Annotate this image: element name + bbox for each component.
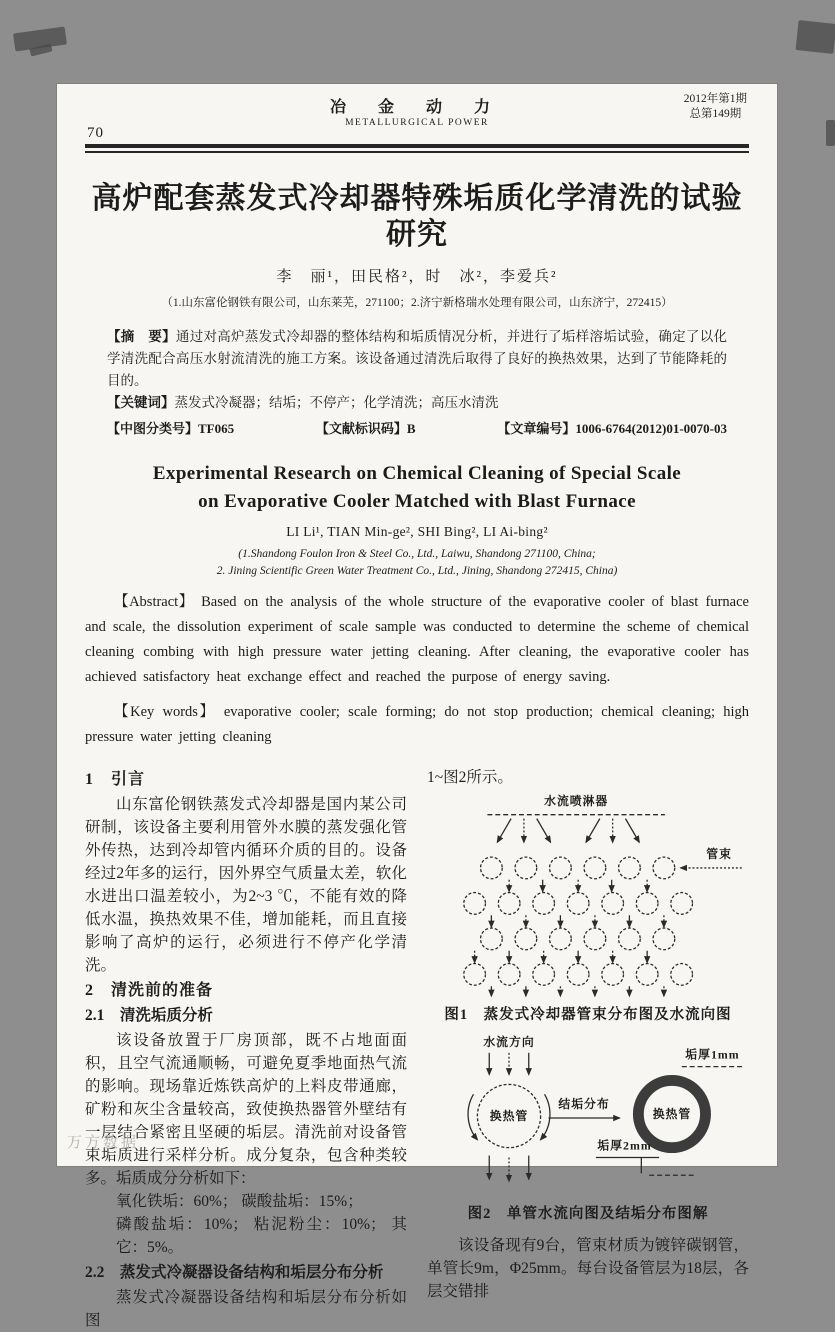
fig2-flow-direction-label: 水流方向 bbox=[483, 1035, 535, 1049]
keywords-cn bbox=[107, 392, 727, 414]
clc-number: 【中图分类号】TF065 bbox=[107, 421, 235, 436]
article-title-cn: 高炉配套蒸发式冷却器特殊垢质化学清洗的试验研究 bbox=[91, 182, 743, 251]
fig2-scale-distribution-label: 结垢分布 bbox=[558, 1097, 610, 1112]
right-column bbox=[427, 766, 749, 1332]
figure1-diagram bbox=[427, 793, 749, 1002]
issue-info bbox=[684, 92, 747, 122]
journal-title bbox=[85, 94, 749, 128]
two-column-body bbox=[85, 766, 749, 1332]
scale-composition-line1: 氧化铁垢：60%； 碳酸盐垢：15%； bbox=[116, 1193, 363, 1210]
figure2-diagram bbox=[427, 1035, 749, 1201]
wanfang-watermark: 万方数据 bbox=[67, 1135, 140, 1151]
journal-title-cn: 冶 金 动 力 bbox=[329, 99, 504, 116]
title-en-line1: Experimental Research on Chemical Cleaning of Special Scale bbox=[152, 463, 682, 484]
journal-title-en: METALLURGICAL POWER bbox=[345, 118, 489, 128]
scale-composition-line2: 磷酸盐垢：10%； 粘泥粉尘：10%； 其它：5%。 bbox=[116, 1216, 407, 1256]
fig1-tube-bundle-label: 管束 bbox=[706, 847, 732, 862]
figure2-caption: 图2 单管水流向图及结垢分布图解 bbox=[467, 1206, 709, 1222]
article-title-en bbox=[85, 460, 749, 516]
section21-paragraph: 该设备放置于厂房顶部，既不占地面面积，且空气流通顺畅，可避免夏季地面热气流的影响。现场靠近炼铁高炉的上料皮带通廊，矿粉和灰尘含量较高，致使换热器管外壁结有一层结合紧密且坚硬的垢层。清洗前对设备管束垢质进行采样分析。成分复杂，包含种类较多。垢质成分分析如下： bbox=[85, 1032, 407, 1187]
section22-continuation: 1~图2所示。 bbox=[427, 769, 513, 786]
abstract-cn bbox=[107, 326, 727, 392]
section22-heading: 2.2 蒸发式冷凝器设备结构和垢层分布分析 bbox=[85, 1264, 384, 1281]
section1-paragraph: 山东富伦钢铁蒸发式冷却器是国内某公司研制，该设备主要利用管外水膜的蒸发强化管外传热，达到冷却管内循环介质的目的。设备经过2年多的运行，因外界空气质量太差，软化水进出口温差较小，为2~3 ℃，不能有效的降低水温，换热效果不佳，增加能耗，而且直接影响了高炉的运行，必须进行不停产化学清洗。 bbox=[85, 796, 407, 974]
english-block bbox=[85, 460, 749, 750]
scanned-page bbox=[57, 84, 777, 1329]
header-rule bbox=[85, 144, 749, 153]
figure2-svg bbox=[430, 1035, 746, 1201]
scan-smudge-right-edge bbox=[826, 120, 835, 146]
article-id: 【文章编号】1006-6764(2012)01-0070-03 bbox=[497, 421, 727, 436]
after-figure2-paragraph: 该设备现有9台，管束材质为镀锌碳钢管，单管长9m，Φ25mm。每台设备管层为18层，各层交错排 bbox=[427, 1237, 749, 1300]
abstract-text: 通过对高炉蒸发式冷却器的整体结构和垢质情况分析，并进行了垢样溶垢试验，确定了以化学清洗配合高压水射流清洗的施工方案。该设备通过清洗后取得了良好的换热效果，达到了节能降耗的目的。 bbox=[107, 329, 728, 388]
affiliation-en-line2: 2. Jining Scientific Green Water Treatment Co., Ltd., Jining, Shandong 272415, China) bbox=[216, 565, 618, 577]
fig2-right-tube-label: 换热管 bbox=[652, 1107, 692, 1121]
page-header bbox=[85, 84, 749, 140]
article-meta bbox=[107, 418, 727, 440]
affiliation-en-line1: (1.Shandong Foulon Iron & Steel Co., Ltd., Laiwu, Shandong 271100, China; bbox=[238, 548, 596, 560]
fig2-left-tube-label: 换热管 bbox=[489, 1108, 529, 1123]
section21-heading: 2.1 清洗垢质分析 bbox=[85, 1007, 213, 1024]
title-en-line2: on Evaporative Cooler Matched with Blast Furnace bbox=[198, 491, 636, 512]
authors-en: LI Li¹, TIAN Min-ge², SHI Bing², LI Ai-bing² bbox=[286, 524, 548, 539]
keywords-label: 【关键词】 bbox=[107, 395, 175, 410]
abstract-en: 【Abstract】 Based on the analysis of the whole structure of the evaporative cooler of blast furnace and scale, the dissolution experiment of scale sample was conducted to determine the scheme of chemical cleaning combing with high pressure water jetting cleaning. After cleaning, the evaporative cooler has achieved satisfactory heat exchange effect and reached the purpose of energy saving. bbox=[85, 594, 749, 685]
issue-line1: 2012年第1期 bbox=[683, 93, 747, 105]
page-number: 70 bbox=[87, 125, 104, 141]
authors-cn: 李 丽¹，田民格²，时 冰²，李爱兵² bbox=[276, 269, 558, 285]
fig1-spray-header-label: 水流喷淋器 bbox=[544, 793, 609, 808]
document-code: 【文献标识码】B bbox=[315, 421, 416, 436]
section1-heading: 1 引言 bbox=[85, 771, 146, 788]
affiliation-cn: （1.山东富伦钢铁有限公司，山东莱芜，271100；2.济宁新格瑞水处理有限公司，山东济宁，272415） bbox=[161, 297, 673, 309]
figure1-svg bbox=[430, 793, 746, 1002]
section22-paragraph: 蒸发式冷凝器设备结构和垢层分布分析如图 bbox=[85, 1289, 407, 1329]
scan-smudge-top-right bbox=[796, 20, 835, 54]
left-column bbox=[85, 766, 407, 1332]
keywords-text: 蒸发式冷凝器；结垢；不停产；化学清洗；高压水清洗 bbox=[174, 395, 499, 410]
fig2-scale-thickness-bottom-label: 垢厚2mm bbox=[597, 1138, 652, 1153]
fig2-scale-thickness-top-label: 垢厚1mm bbox=[685, 1047, 740, 1062]
figure1-caption: 图1 蒸发式冷却器管束分布图及水流向图 bbox=[444, 1007, 732, 1023]
issue-line2: 总第149期 bbox=[689, 108, 742, 120]
abstract-label: 【摘 要】 bbox=[107, 329, 176, 344]
section2-heading: 2 清洗前的准备 bbox=[85, 982, 214, 999]
affiliation-en bbox=[85, 546, 749, 580]
chinese-abstract-block bbox=[107, 326, 727, 440]
keywords-en: 【Key words】 evaporative cooler; scale forming; do not stop production; chemical cleaning; high pressure water jetting cleaning bbox=[85, 704, 749, 745]
